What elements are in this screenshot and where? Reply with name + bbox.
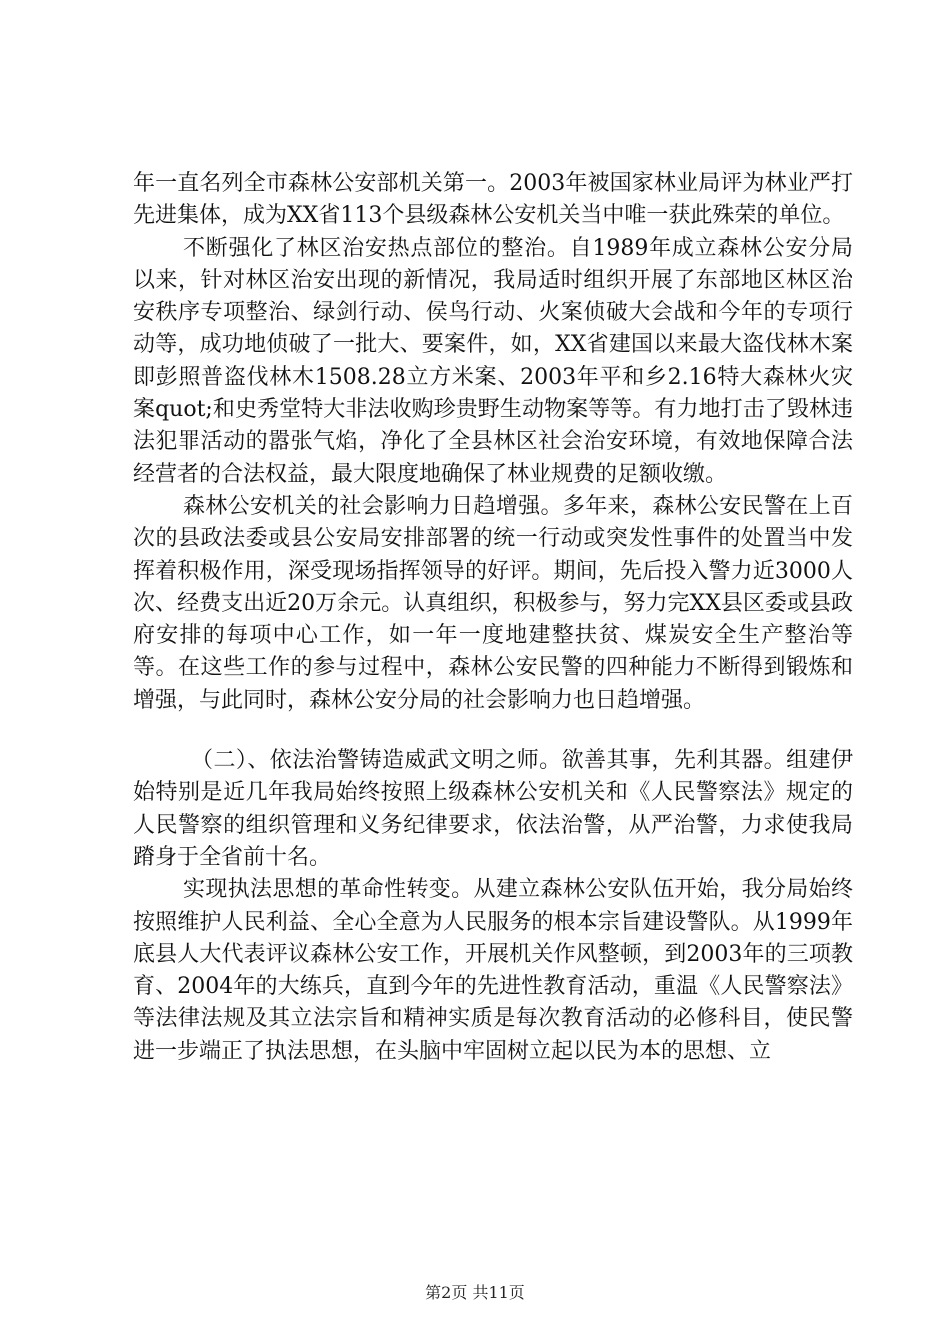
document-body <box>133 168 853 1068</box>
paragraph-continuation: 年一直名列全市森林公安部机关第一。2003年被国家林业局评为林业严打先进集体，成为XX省113个县级森林公安机关当中唯一获此殊荣的单位。 <box>133 171 853 229</box>
paragraph-hotspot-rectification: 不断强化了林区治安热点部位的整治。自1989年成立森林公安分局以来，针对林区治安出现的新情况，我局适时组织开展了东部地区林区治安秩序专项整治、绿剑行动、侯鸟行动、火案侦破大会战和今年的专项行动等，成功地侦破了一批大、要案件，如，XX省建国以来最大盗伐林木案即彭照普盗伐林木1508.28立方米案、2003年平和乡2.16特大森林火灾案quot;和史秀堂特大非法收购珍贵野生动物案等等。有力地打击了毁林违法犯罪活动的嚣张气焰，净化了全县林区社会治安环境，有效地保障合法经营者的合法权益，最大限度地确保了林业规费的足额收缴。 <box>133 235 853 487</box>
page-number-footer: 第2页 共11页 <box>425 1283 525 1302</box>
paragraph-spacer <box>133 717 853 745</box>
paragraph-social-influence: 森林公安机关的社会影响力日趋增强。多年来，森林公安民警在上百次的县政法委或县公安局安排部署的统一行动或突发性事件的处置当中发挥着积极作用，深受现场指挥领导的好评。期间，先后投入警力近3000人次、经费支出近20万余元。认真组织，积极参与，努力完XX县区委或县政府安排的每项中心工作，如一年一度地建整扶贫、煤炭安全生产整治等等。在这些工作的参与过程中，森林公安民警的四种能力不断得到锻炼和增强，与此同时，森林公安分局的社会影响力也日趋增强。 <box>133 493 853 713</box>
paragraph-law-enforcement-thinking: 实现执法思想的革命性转变。从建立森林公安队伍开始，我分局始终按照维护人民利益、全心全意为人民服务的根本宗旨建设警队。从1999年底县人大代表评议森林公安工作，开展机关作风整顿，到2003年的三项教育、2004年的大练兵，直到今年的先进性教育活动，重温《人民警察法》等法律法规及其立法宗旨和精神实质是每次教育活动的必修科目，使民警进一步端正了执法思想，在头脑中牢固树立起以民为本的思想、立 <box>133 877 853 1064</box>
paragraph-section-two-heading: （二）、依法治警铸造威武文明之师。欲善其事，先利其器。组建伊始特别是近几年我局始终按照上级森林公安机关和《人民警察法》规定的人民警察的组织管理和义务纪律要求，依法治警，从严治警，力求使我局蹐身于全省前十名。 <box>133 748 853 870</box>
